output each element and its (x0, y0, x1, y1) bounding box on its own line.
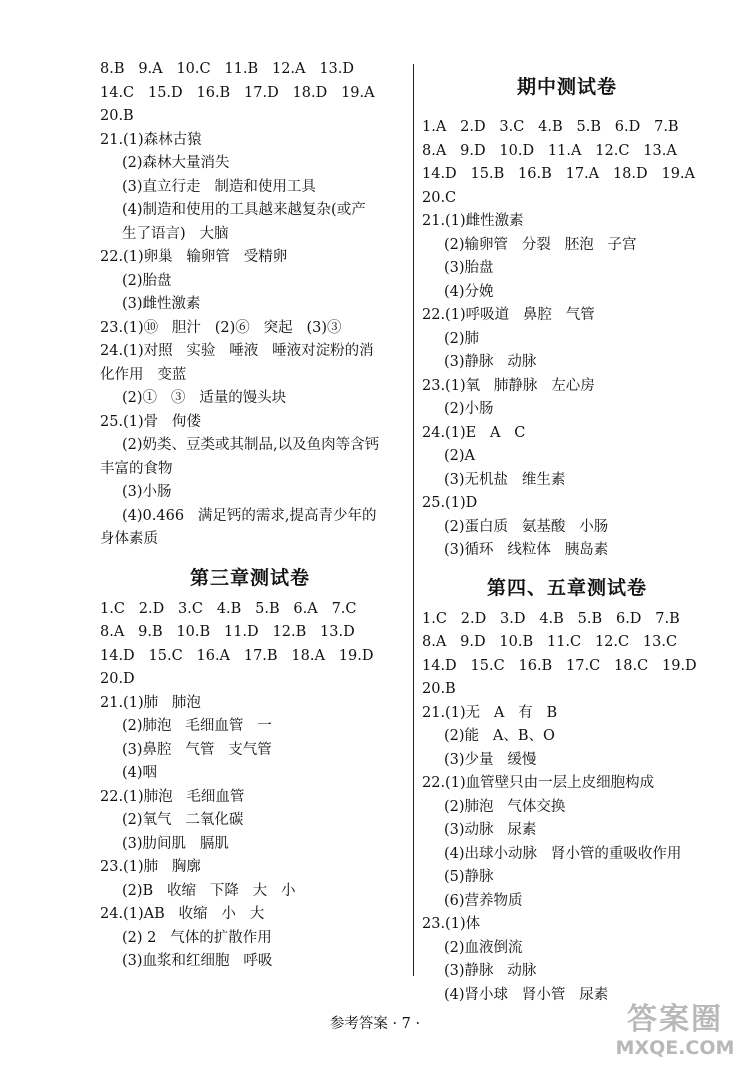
answer-line: (2) 2 气体的扩散作用 (122, 929, 272, 946)
answer-line: (3)无机盐 维生素 (444, 471, 566, 488)
section-title-midterm: 期中测试卷 (516, 76, 617, 98)
answer-line: 14.D 15.C 16.A 17.B 18.A 19.D (100, 647, 374, 664)
answer-line: 22.(1)呼吸道 鼻腔 气管 (422, 307, 595, 323)
answer-line: (3)肋间肌 膈肌 (122, 835, 229, 852)
answer-line: 21.(1)森林古猿 (100, 131, 202, 148)
answer-line: 24.(1)AB 收缩 小 大 (100, 906, 265, 922)
answer-line: (3)胎盘 (444, 260, 494, 276)
answer-line: (4)出球小动脉 肾小管的重吸收作用 (444, 845, 682, 862)
answer-line: (2)肺泡 气体交换 (444, 798, 566, 815)
answer-line: 20.C (422, 189, 457, 206)
answer-line: 22.(1)血管壁只由一层上皮细胞构成 (422, 775, 655, 791)
answer-line: (3)静脉 动脉 (444, 354, 537, 370)
watermark-logo (610, 1003, 740, 1065)
answer-line: (2)输卵管 分裂 胚泡 子宫 (444, 236, 637, 253)
answer-line: 身体素质 (100, 531, 158, 547)
answer-line: 21.(1)无 A 有 B (422, 704, 558, 721)
answer-line: (2)① ③ 适量的馒头块 (122, 390, 287, 406)
answer-line: 23.(1)⑩ 胆汁 (2)⑥ 突起 (3)③ (100, 319, 342, 336)
answer-line: (2)奶类、豆类或其制品,以及鱼肉等含钙 (122, 437, 380, 453)
answer-line: 1.C 2.D 3.D 4.B 5.B 6.D 7.B (422, 610, 680, 627)
answer-line: (3)小肠 (122, 484, 172, 500)
left-column (100, 58, 400, 974)
answer-line: (2)肺泡 毛细血管 一 (122, 718, 272, 734)
answer-line: (2)B 收缩 下降 大 小 (122, 882, 296, 899)
answer-line: (2)氧气 二氧化碳 (122, 812, 244, 828)
answer-line: 25.(1)骨 佝偻 (100, 413, 201, 430)
answer-line: (2)胎盘 (122, 272, 172, 289)
answer-line: 8.A 9.D 10.D 11.A 12.C 13.A (422, 142, 677, 159)
section-title-chapter3: 第三章测试卷 (189, 566, 310, 589)
section-title-chapter4-5: 第四、五章测试卷 (486, 576, 647, 599)
answer-line: (3)鼻腔 气管 支气管 (122, 741, 272, 758)
answer-line: (2)能 A、B、O (444, 728, 555, 744)
answer-line: 25.(1)D (422, 495, 478, 511)
answer-line: 14.D 15.B 16.B 17.A 18.D 19.A (422, 166, 696, 182)
answer-line: (5)静脉 (444, 869, 494, 885)
answer-line: 1.A 2.D 3.C 4.B 5.B 6.D 7.B (422, 119, 679, 135)
answer-line: 22.(1)肺泡 毛细血管 (100, 788, 245, 805)
answer-line: (3)直立行走 制造和使用工具 (122, 178, 316, 195)
page-footer: 参考答案 · 7 · (329, 1016, 421, 1032)
answer-line: 22.(1)卵巢 输卵管 受精卵 (100, 249, 288, 265)
answer-line: 20.B (100, 108, 134, 124)
answer-line: 21.(1)雌性激素 (422, 213, 524, 229)
answer-line: (2)蛋白质 氨基酸 小肠 (444, 518, 609, 535)
midterm-answer-block (422, 116, 712, 563)
answer-line: (2)A (444, 448, 476, 464)
answer-line: 8.A 9.B 10.B 11.D 12.B 13.D (100, 624, 355, 640)
answer-line: (3)动脉 尿素 (444, 822, 537, 838)
answer-line: 8.A 9.D 10.B 11.C 12.C 13.C (422, 634, 678, 650)
answer-line: 1.C 2.D 3.C 4.B 5.B 6.A 7.C (100, 600, 357, 617)
answer-line: 生了语言) 大脑 (122, 225, 229, 242)
answer-line: 24.(1)E A C (422, 424, 526, 441)
answer-line: 23.(1)肺 胸廓 (100, 859, 201, 875)
answer-line: (6)营养物质 (444, 892, 523, 909)
answer-line: (2)小肠 (444, 401, 494, 417)
chapter4-5-answer-block (422, 608, 712, 1008)
answer-line: (2)肺 (444, 330, 480, 347)
answer-line: 23.(1)体 (422, 916, 481, 932)
answer-line: (3)静脉 动脉 (444, 963, 537, 979)
answer-line: 14.C 15.D 16.B 17.D 18.D 19.A (100, 84, 375, 101)
answer-line: 23.(1)氧 肺静脉 左心房 (422, 377, 595, 394)
answer-line: 丰富的食物 (100, 460, 173, 477)
answer-line: (3)雌性激素 (122, 296, 201, 312)
answer-line: 14.D 15.C 16.B 17.C 18.C 19.D (422, 657, 697, 674)
chapter3-answer-block (100, 598, 400, 974)
answer-line: 21.(1)肺 肺泡 (100, 694, 201, 711)
column-divider (413, 64, 414, 976)
answer-line: 24.(1)对照 实验 唾液 唾液对淀粉的消 (100, 343, 374, 359)
answer-line: (2)血液倒流 (444, 939, 523, 956)
answer-line: (4)咽 (122, 765, 158, 781)
answer-line: (4)0.466 满足钙的需求,提高青少年的 (122, 507, 377, 524)
answer-line: (4)制造和使用的工具越来越复杂(或产 (122, 202, 366, 218)
answer-line: 化作用 变蓝 (100, 366, 187, 383)
answer-line: 20.D (100, 671, 135, 687)
right-column (422, 58, 712, 1007)
watermark-text-top: 答案圈 (627, 1002, 723, 1037)
answer-line: (3)少量 缓慢 (444, 751, 537, 768)
answer-line: 8.B 9.A 10.C 11.B 12.A 13.D (100, 61, 355, 77)
answer-line: (2)森林大量消失 (122, 155, 230, 171)
answer-line: (4)肾小球 肾小管 尿素 (444, 986, 609, 1003)
answer-line: (4)分娩 (444, 283, 494, 300)
answer-line: 20.B (422, 681, 456, 697)
watermark-text-bottom: MXQE.COM (615, 1037, 735, 1059)
left-answer-block (100, 58, 400, 552)
answer-line: (3)血浆和红细胞 呼吸 (122, 953, 273, 969)
answer-line: (3)循环 线粒体 胰岛素 (444, 542, 609, 558)
